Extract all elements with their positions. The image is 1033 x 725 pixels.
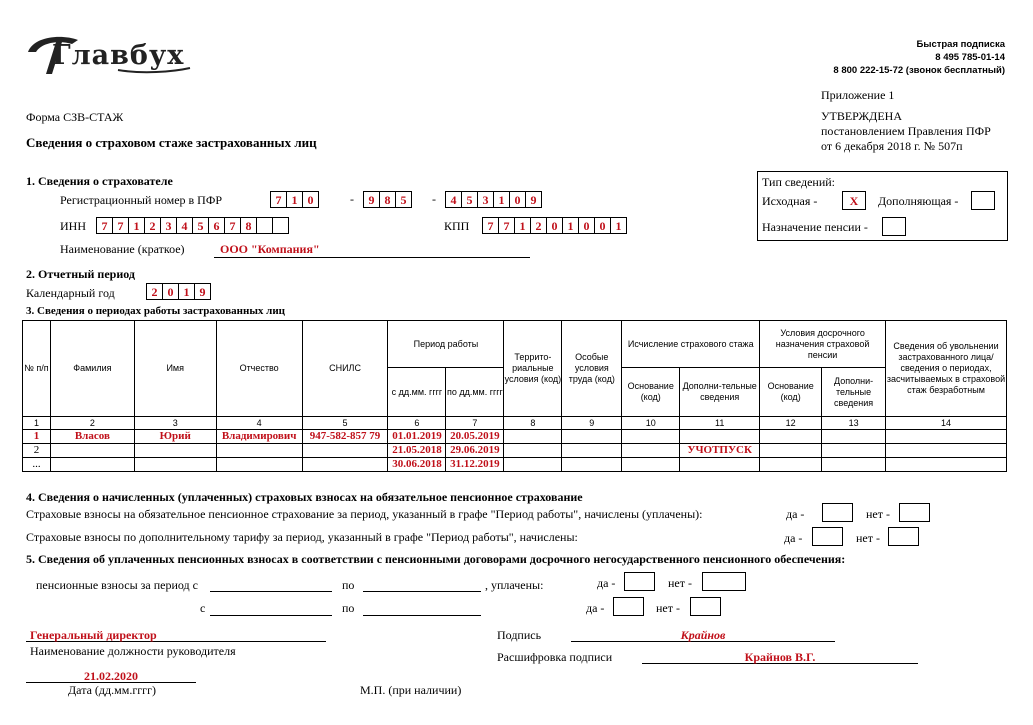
header-patronymic: Отчество — [216, 321, 302, 417]
s5-row2-no-label: нет - — [656, 601, 680, 615]
date-label: Дата (дд.мм.гггг) — [68, 683, 156, 697]
header-to: по дд.мм. гггг — [446, 368, 504, 417]
stamp-label: М.П. (при наличии) — [360, 683, 462, 697]
digit-cell[interactable]: 1 — [128, 217, 145, 234]
column-number: 14 — [886, 417, 1007, 430]
column-number: 7 — [446, 417, 504, 430]
digit-cell[interactable]: 3 — [160, 217, 177, 234]
column-number: 1 — [23, 417, 51, 430]
info-type-box — [757, 171, 1008, 241]
digit-cell[interactable]: 7 — [112, 217, 129, 234]
header-dismissal: Сведения об увольнении застрахованного лица/ сведения о периодах, засчитываемых в страховой стаж безработным — [886, 321, 1007, 417]
work-periods-table — [22, 320, 1007, 472]
column-number: 3 — [134, 417, 216, 430]
s5-to-field-2[interactable] — [363, 600, 481, 616]
section5-title: 5. Сведения об уплаченных пенсионных взносах в соответствии с пенсионными договорами досрочного негосударственного пенсионного обеспечения: — [26, 552, 846, 566]
column-number: 8 — [504, 417, 562, 430]
column-number: 10 — [622, 417, 680, 430]
digit-cell[interactable]: 2 — [530, 217, 547, 234]
digit-cell[interactable]: 1 — [178, 283, 195, 300]
reg-number-part3[interactable] — [445, 191, 542, 208]
digit-cell[interactable]: 6 — [208, 217, 225, 234]
column-number: 4 — [216, 417, 302, 430]
cell-num[interactable]: 1 — [23, 430, 51, 444]
s5-row1-no-label: нет - — [668, 576, 692, 590]
sign-value: Крайнов — [680, 628, 726, 642]
year-cells[interactable] — [146, 283, 211, 300]
cell-empty[interactable] — [760, 444, 822, 458]
cell-calc-extra[interactable]: УЧОТПУСК — [680, 444, 760, 458]
cell-empty[interactable] — [562, 444, 622, 458]
cell-empty[interactable] — [504, 458, 562, 472]
sign-field[interactable] — [571, 626, 835, 642]
cell-calc-extra[interactable] — [680, 458, 760, 472]
digit-cell[interactable]: 5 — [395, 191, 412, 208]
s4-line1-yes-label: да - — [786, 507, 805, 521]
sign-label: Подпись — [497, 628, 542, 642]
digit-cell[interactable]: 5 — [461, 191, 478, 208]
cell-empty[interactable] — [822, 458, 886, 472]
cell-patronymic[interactable] — [216, 458, 302, 472]
column-number: 9 — [562, 417, 622, 430]
decode-value: Крайнов В.Г. — [744, 650, 816, 664]
cell-snils[interactable] — [302, 444, 388, 458]
digit-cell[interactable]: 7 — [482, 217, 499, 234]
cell-num[interactable]: ... — [23, 458, 51, 472]
header-territorial: Террито-риальные условия (код) — [504, 321, 562, 417]
cell-empty[interactable] — [622, 458, 680, 472]
digit-cell[interactable]: 7 — [270, 191, 287, 208]
reg-number-part1[interactable] — [270, 191, 319, 208]
section1-title: 1. Сведения о страхователе — [26, 174, 173, 188]
digit-cell[interactable]: 1 — [562, 217, 579, 234]
cell-num[interactable]: 2 — [23, 444, 51, 458]
position-value: Генеральный директор — [30, 628, 157, 642]
cell-empty[interactable] — [886, 430, 1007, 444]
column-number: 6 — [388, 417, 446, 430]
cell-from[interactable]: 21.05.2018 — [388, 444, 446, 458]
digit-cell[interactable]: 1 — [286, 191, 303, 208]
s5-from-field-1[interactable] — [210, 576, 332, 592]
cell-to[interactable]: 20.05.2019 — [446, 430, 504, 444]
year-label: Календарный год — [26, 286, 115, 300]
header-from: с дд.мм. гггг — [388, 368, 446, 417]
digit-cell[interactable]: 0 — [578, 217, 595, 234]
cell-empty[interactable] — [562, 430, 622, 444]
cell-snils[interactable] — [302, 458, 388, 472]
digit-cell[interactable]: 3 — [477, 191, 494, 208]
inn-label: ИНН — [60, 219, 86, 233]
digit-cell[interactable]: 1 — [514, 217, 531, 234]
s5-paid-label: , уплачены: — [485, 578, 544, 592]
header-calc: Исчисление страхового стажа — [622, 321, 760, 368]
pension-checkbox[interactable] — [882, 217, 906, 236]
cell-to[interactable]: 31.12.2019 — [446, 458, 504, 472]
column-number: 13 — [822, 417, 886, 430]
digit-cell[interactable]: 0 — [162, 283, 179, 300]
column-number: 11 — [680, 417, 760, 430]
s5-row2-yes-box[interactable] — [613, 597, 644, 616]
header-calc-extra: Дополни-тельные сведения — [680, 368, 760, 417]
digit-cell[interactable]: 2 — [146, 283, 163, 300]
column-number: 12 — [760, 417, 822, 430]
digit-cell[interactable]: 0 — [546, 217, 563, 234]
table-row — [23, 430, 1007, 444]
s5-row1-yes-label: да - — [597, 576, 616, 590]
reg-number-part2[interactable] — [363, 191, 412, 208]
s4-line2-no-box[interactable] — [888, 527, 919, 546]
s5-row1-yes-box[interactable] — [624, 572, 655, 591]
digit-cell[interactable]: 9 — [525, 191, 542, 208]
reg-number-label: Регистрационный номер в ПФР — [60, 193, 222, 207]
approval-block — [821, 88, 991, 154]
decode-label: Расшифровка подписи — [497, 650, 613, 664]
appendix: Приложение 1 — [821, 88, 895, 102]
cell-snils[interactable]: 947-582-857 79 — [302, 430, 388, 444]
kpp-label: КПП — [444, 219, 470, 233]
header-name: Имя — [134, 321, 216, 417]
cell-surname[interactable]: Власов — [50, 430, 134, 444]
contact-line-2: 8 495 785-01-14 — [935, 52, 1005, 63]
cell-calc-extra[interactable] — [680, 430, 760, 444]
s5-from-field-2[interactable] — [210, 600, 332, 616]
date-value: 21.02.2020 — [84, 669, 138, 683]
company-name-value: ООО "Компания" — [220, 242, 320, 256]
section4-title: 4. Сведения о начисленных (уплаченных) страховых взносах на обязательное пенсионное страхование — [26, 490, 583, 504]
digit-cell[interactable]: 8 — [379, 191, 396, 208]
cell-empty[interactable] — [622, 444, 680, 458]
cell-name[interactable]: Юрий — [134, 430, 216, 444]
header-calc-basis: Основание (код) — [622, 368, 680, 417]
digit-cell[interactable]: 4 — [445, 191, 462, 208]
table-row — [23, 458, 1007, 472]
s4-line2-yes-label: да - — [784, 531, 803, 545]
digit-cell[interactable]: 9 — [363, 191, 380, 208]
section2-title: 2. Отчетный период — [26, 267, 135, 281]
digit-cell[interactable]: 9 — [194, 283, 211, 300]
section3-title: 3. Сведения о периодах работы застрахованных лиц — [26, 305, 286, 317]
s4-line1-no-label: нет - — [866, 507, 890, 521]
digit-cell[interactable]: 1 — [493, 191, 510, 208]
pension-label: Назначение пенсии - — [762, 220, 868, 234]
position-field[interactable] — [26, 626, 326, 642]
section4-line2: Страховые взносы по дополнительному тарифу за период, указанный в графе "Период работы", начислены: — [26, 530, 578, 544]
s5-row2-no-box[interactable] — [690, 597, 721, 616]
cell-to[interactable]: 29.06.2019 — [446, 444, 504, 458]
supplement-checkbox[interactable] — [971, 191, 995, 210]
cell-patronymic[interactable] — [216, 444, 302, 458]
kpp-cells[interactable] — [482, 217, 627, 234]
cell-surname[interactable] — [50, 444, 134, 458]
digit-cell[interactable]: 7 — [498, 217, 515, 234]
column-number: 2 — [50, 417, 134, 430]
s4-line2-yes-box[interactable] — [812, 527, 843, 546]
position-label: Наименование должности руководителя — [30, 644, 236, 658]
digit-cell[interactable]: 5 — [192, 217, 209, 234]
header-early: Условия досрочного назначения страховой пенсии — [760, 321, 886, 368]
approved: УТВЕРЖДЕНА — [821, 109, 903, 123]
s5-to-field-1[interactable] — [363, 576, 481, 592]
cell-empty[interactable] — [562, 458, 622, 472]
company-name-field[interactable] — [214, 240, 530, 258]
cell-empty[interactable] — [822, 430, 886, 444]
cell-empty[interactable] — [886, 458, 1007, 472]
digit-cell[interactable]: 0 — [509, 191, 526, 208]
cell-from[interactable]: 30.06.2018 — [388, 458, 446, 472]
dash: - — [350, 192, 354, 206]
s5-to-label-1: по — [342, 578, 355, 592]
supplement-label: Дополняющая - — [878, 194, 959, 208]
cell-empty[interactable] — [504, 430, 562, 444]
initial-checkbox[interactable]: X — [842, 191, 866, 210]
digit-cell[interactable]: 8 — [240, 217, 257, 234]
header-surname: Фамилия — [50, 321, 134, 417]
s5-row2-yes-label: да - — [586, 601, 605, 615]
s5-to-label-2: по — [342, 601, 355, 615]
cell-surname[interactable] — [50, 458, 134, 472]
cell-empty[interactable] — [622, 430, 680, 444]
subscription-contacts — [833, 38, 1005, 77]
digit-cell[interactable]: 7 — [96, 217, 113, 234]
header-early-extra: Дополни-тельные сведения — [822, 368, 886, 417]
header-special: Особые условия труда (код) — [562, 321, 622, 417]
approved-by: постановлением Правления ПФР — [821, 124, 991, 138]
cell-empty[interactable] — [760, 458, 822, 472]
s5-period-label: пенсионные взносы за период с — [36, 578, 198, 592]
header-snils: СНИЛС — [302, 321, 388, 417]
table-row — [23, 444, 1007, 458]
contact-line-3: 8 800 222-15-72 (звонок бесплатный) — [833, 65, 1005, 76]
column-number: 5 — [302, 417, 388, 430]
cell-patronymic[interactable]: Владимирович — [216, 430, 302, 444]
s5-row1-no-box[interactable] — [702, 572, 746, 591]
header-period: Период работы — [388, 321, 504, 368]
header-num: № п/п — [23, 321, 51, 417]
cell-name[interactable] — [134, 444, 216, 458]
column-numbers-row — [23, 417, 1007, 430]
digit-cell[interactable]: 7 — [224, 217, 241, 234]
s4-line1-yes-box[interactable] — [822, 503, 853, 522]
approved-date: от 6 декабря 2018 г. № 507п — [821, 139, 963, 153]
info-type-title: Тип сведений: — [762, 175, 835, 189]
digit-cell[interactable]: 1 — [610, 217, 627, 234]
cell-empty[interactable] — [760, 430, 822, 444]
initial-label: Исходная - — [762, 194, 818, 208]
cell-name[interactable] — [134, 458, 216, 472]
cell-empty[interactable] — [504, 444, 562, 458]
inn-cells[interactable] — [96, 217, 289, 234]
cell-empty[interactable] — [822, 444, 886, 458]
logo — [22, 30, 197, 80]
digit-cell[interactable]: 2 — [144, 217, 161, 234]
digit-cell[interactable]: 4 — [176, 217, 193, 234]
section4-line1: Страховые взносы на обязательное пенсионное страхование за период, указанный в графе "Период работы", начислены (уплачены): — [26, 507, 703, 521]
digit-cell[interactable]: 0 — [302, 191, 319, 208]
cell-from[interactable]: 01.01.2019 — [388, 430, 446, 444]
s4-line1-no-box[interactable] — [899, 503, 930, 522]
dash: - — [432, 192, 436, 206]
digit-cell[interactable] — [256, 217, 273, 234]
date-field[interactable] — [26, 667, 196, 683]
s4-line2-no-label: нет - — [856, 531, 880, 545]
logo-text: Главбух — [52, 40, 185, 71]
form-title: Сведения о страховом стаже застрахованных лиц — [26, 135, 317, 150]
company-name-label: Наименование (краткое) — [60, 242, 185, 256]
contact-line-1: Быстрая подписка — [916, 39, 1005, 50]
form-name: Форма СЗВ-СТАЖ — [26, 110, 124, 124]
s5-from-label-2: с — [200, 601, 206, 615]
digit-cell[interactable] — [272, 217, 289, 234]
header-early-basis: Основание (код) — [760, 368, 822, 417]
decode-field[interactable] — [642, 648, 918, 664]
cell-empty[interactable] — [886, 444, 1007, 458]
digit-cell[interactable]: 0 — [594, 217, 611, 234]
